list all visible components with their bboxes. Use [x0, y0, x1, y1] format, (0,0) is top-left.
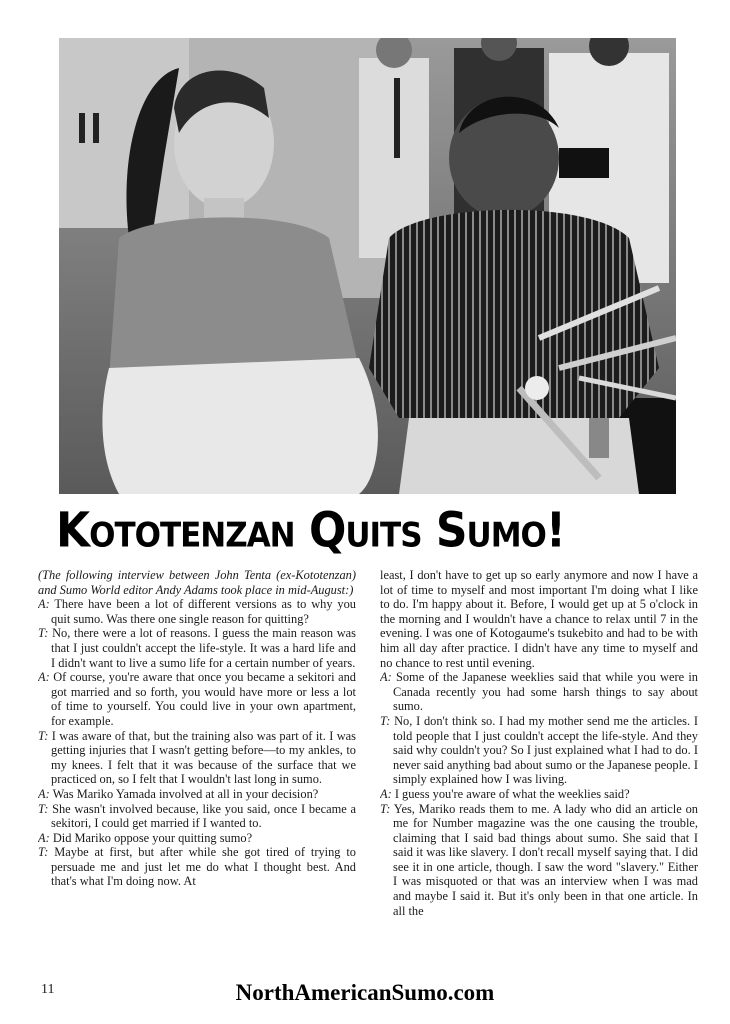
article-column-left	[38, 568, 356, 963]
speaker-label: T:	[38, 801, 49, 816]
qa-paragraph	[38, 670, 356, 728]
qa-text: Of course, you're aware that once you became a sekitori and got married and so forth, you would have more or less a lot of time to yourself. You could live in your own apartment, for example.	[51, 670, 356, 728]
qa-text: Maybe at first, but after while she got tired of trying to persuade me and just let me do what I thought best. And that's what I'm doing now. At	[51, 845, 356, 889]
speaker-label: T:	[38, 845, 49, 860]
qa-text: She wasn't involved because, like you said, once I became a sekitori, I could get married if I wanted to.	[51, 801, 356, 831]
speaker-label: T:	[38, 626, 49, 641]
speaker-label: T:	[380, 713, 391, 728]
speaker-label: A:	[38, 670, 50, 685]
qa-text: Did Mariko oppose your quitting sumo?	[52, 830, 253, 845]
speaker-label: A:	[38, 786, 50, 801]
speaker-label: A:	[380, 670, 392, 685]
speaker-label: A:	[38, 597, 50, 612]
continued-answer: least, I don't have to get up so early anymore and now I have a lot of time to myself and most important I'm doing what I like to do. I'm happy about it. Before, I would get up at 5 o'clock in the morning and I wouldn't have a chance to relax until 7 in the evening. I was one of Kotogaume's tsukebito and had to be with him all day after practice. I didn't have any time to myself and no chance to rest until evening.	[380, 568, 698, 670]
speaker-label: T:	[38, 728, 49, 743]
site-watermark: NorthAmericanSumo.com	[235, 980, 495, 1005]
press-conference-photo	[59, 38, 676, 494]
qa-paragraph	[380, 714, 698, 787]
qa-text: There have been a lot of different versions as to why you quit sumo. Was there one single reason for quitting?	[51, 597, 356, 626]
speaker-label: T:	[380, 801, 391, 816]
qa-text: I was aware of that, but the training also was part of it. I was getting injuries that I wasn't getting before—to my ankles, to my knees. I felt that it was because of the surface that we practiced on, so I felt that I wouldn't last long in sumo.	[51, 728, 356, 787]
speaker-label: A:	[38, 830, 50, 845]
qa-paragraph	[38, 729, 356, 787]
article-column-right	[380, 568, 698, 963]
qa-paragraph	[38, 626, 356, 670]
qa-paragraph	[38, 597, 356, 626]
qa-paragraph	[38, 845, 356, 889]
page-number: 11	[41, 982, 55, 997]
qa-text: Was Mariko Yamada involved at all in your decision?	[52, 786, 319, 801]
article-intro: (The following interview between John Tenta (ex-Kototenzan) and Sumo World editor Andy Adams took place in mid-August:)	[38, 568, 356, 597]
qa-paragraph	[38, 787, 356, 802]
qa-text: I guess you're aware of what the weeklies said?	[394, 786, 630, 801]
photo-illustration	[59, 38, 676, 494]
qa-text: Yes, Mariko reads them to me. A lady who did an article on me for Number magazine was the one causing the trouble, claiming that I said bad things about sumo. She said that I said it was like slavery. I don't recall myself saying that. I did see it in one article, though. I saw the word "slavery." Either I was misquoted or that was an interview when I was mad and maybe I said it. But it's only been in that one article. In all the	[393, 801, 698, 918]
qa-text: No, I don't think so. I had my mother send me the articles. I told people that I just couldn't accept the life-style. And they said why couldn't you? So I just explained what I had to do. I never said anything bad about sumo or the Japanese people. I simply explained how I was living.	[393, 713, 698, 787]
speaker-label: A:	[380, 786, 392, 801]
qa-paragraph	[38, 831, 356, 846]
article-title: Kototenzan Quits Sumo!	[56, 502, 565, 559]
qa-paragraph	[38, 802, 356, 831]
qa-paragraph	[380, 670, 698, 714]
qa-paragraph	[380, 802, 698, 919]
qa-paragraph	[380, 787, 698, 802]
qa-text: No, there were a lot of reasons. I guess the main reason was that I just couldn't accept the life-style. It was a hard life and I didn't want to live a sumo life for a certain number of years.	[51, 626, 356, 670]
qa-text: Some of the Japanese weeklies said that while you were in Canada recently you had some harsh things to say about sumo.	[393, 670, 698, 714]
